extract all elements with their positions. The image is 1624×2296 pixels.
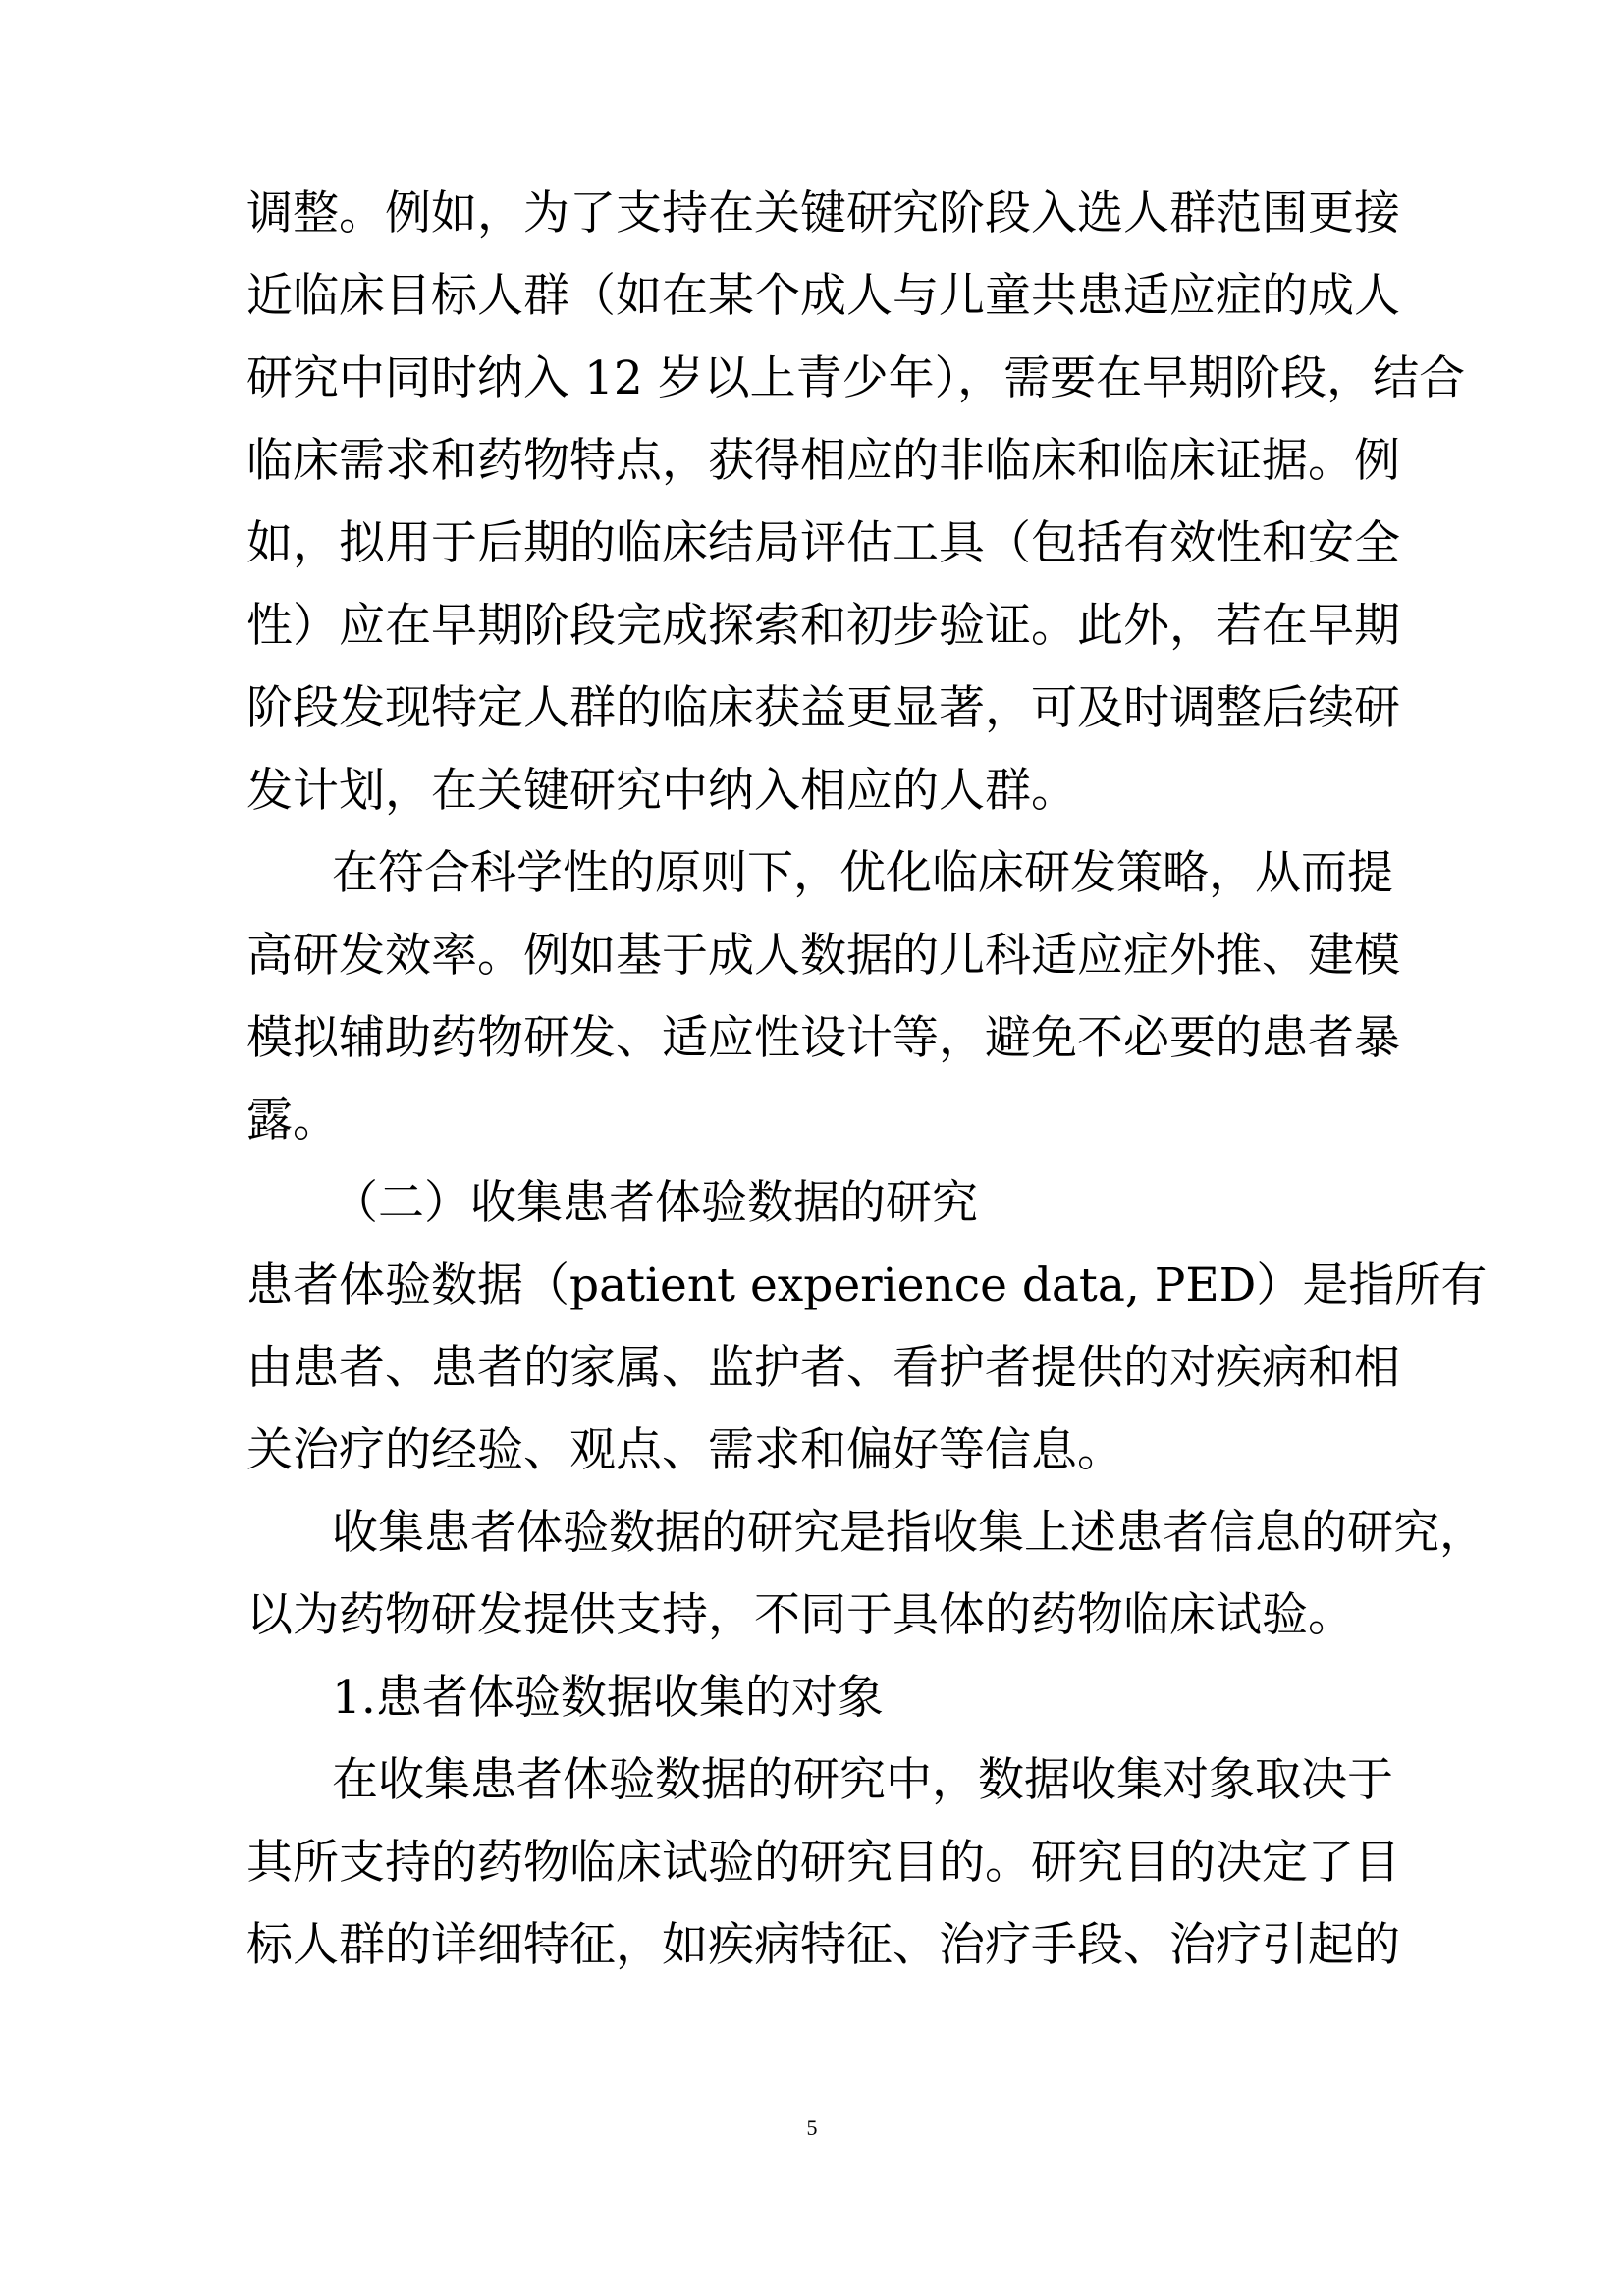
page-number: 5 bbox=[806, 2115, 818, 2140]
paragraph-4-line-1: 收集患者体验数据的研究是指收集上述患者信息的研究， bbox=[332, 1506, 1486, 1560]
paragraph-1-line-6: 性）应在早期阶段完成探索和初步验证。此外，若在早期 bbox=[246, 599, 1400, 653]
paragraph-1-line-2: 近临床目标人群（如在某个成人与儿童共患适应症的成人 bbox=[246, 269, 1400, 323]
paragraph-1-line-1: 调整。例如，为了支持在关键研究阶段入选人群范围更接 bbox=[246, 187, 1400, 240]
section-heading: （二）收集患者体验数据的研究 bbox=[332, 1176, 978, 1230]
paragraph-2-line-3: 模拟辅助药物研发、适应性设计等，避免不必要的患者暴 bbox=[246, 1011, 1400, 1065]
paragraph-1-line-8: 发计划，在关键研究中纳入相应的人群。 bbox=[246, 764, 1077, 818]
paragraph-3-line-1: 患者体验数据（patient experience data, PED）是指所有 bbox=[246, 1258, 1488, 1312]
paragraph-2-line-2: 高研发效率。例如基于成人数据的儿科适应症外推、建模 bbox=[246, 929, 1400, 983]
paragraph-1-line-3: 研究中同时纳入 12 岁以上青少年），需要在早期阶段，结合 bbox=[246, 351, 1466, 405]
paragraph-4-line-2: 以为药物研发提供支持，不同于具体的药物临床试验。 bbox=[246, 1588, 1354, 1642]
paragraph-1-line-7: 阶段发现特定人群的临床获益更显著，可及时调整后续研 bbox=[246, 681, 1400, 735]
paragraph-5-line-2: 其所支持的药物临床试验的研究目的。研究目的决定了目 bbox=[246, 1836, 1400, 1890]
paragraph-5-line-1: 在收集患者体验数据的研究中，数据收集对象取决于 bbox=[332, 1753, 1393, 1807]
paragraph-2-line-4: 露。 bbox=[246, 1094, 339, 1148]
paragraph-1-line-4: 临床需求和药物特点，获得相应的非临床和临床证据。例 bbox=[246, 434, 1400, 488]
subsection-heading: 1.患者体验数据收集的对象 bbox=[332, 1671, 884, 1725]
paragraph-3-line-3: 关治疗的经验、观点、需求和偏好等信息。 bbox=[246, 1423, 1123, 1477]
paragraph-5-line-3: 标人群的详细特征，如疾病特征、治疗手段、治疗引起的 bbox=[246, 1918, 1400, 1972]
paragraph-2-line-1: 在符合科学性的原则下，优化临床研发策略，从而提 bbox=[332, 846, 1393, 900]
paragraph-1-line-5: 如，拟用于后期的临床结局评估工具（包括有效性和安全 bbox=[246, 516, 1400, 570]
paragraph-3-line-2: 由患者、患者的家属、监护者、看护者提供的对疾病和相 bbox=[246, 1341, 1400, 1395]
